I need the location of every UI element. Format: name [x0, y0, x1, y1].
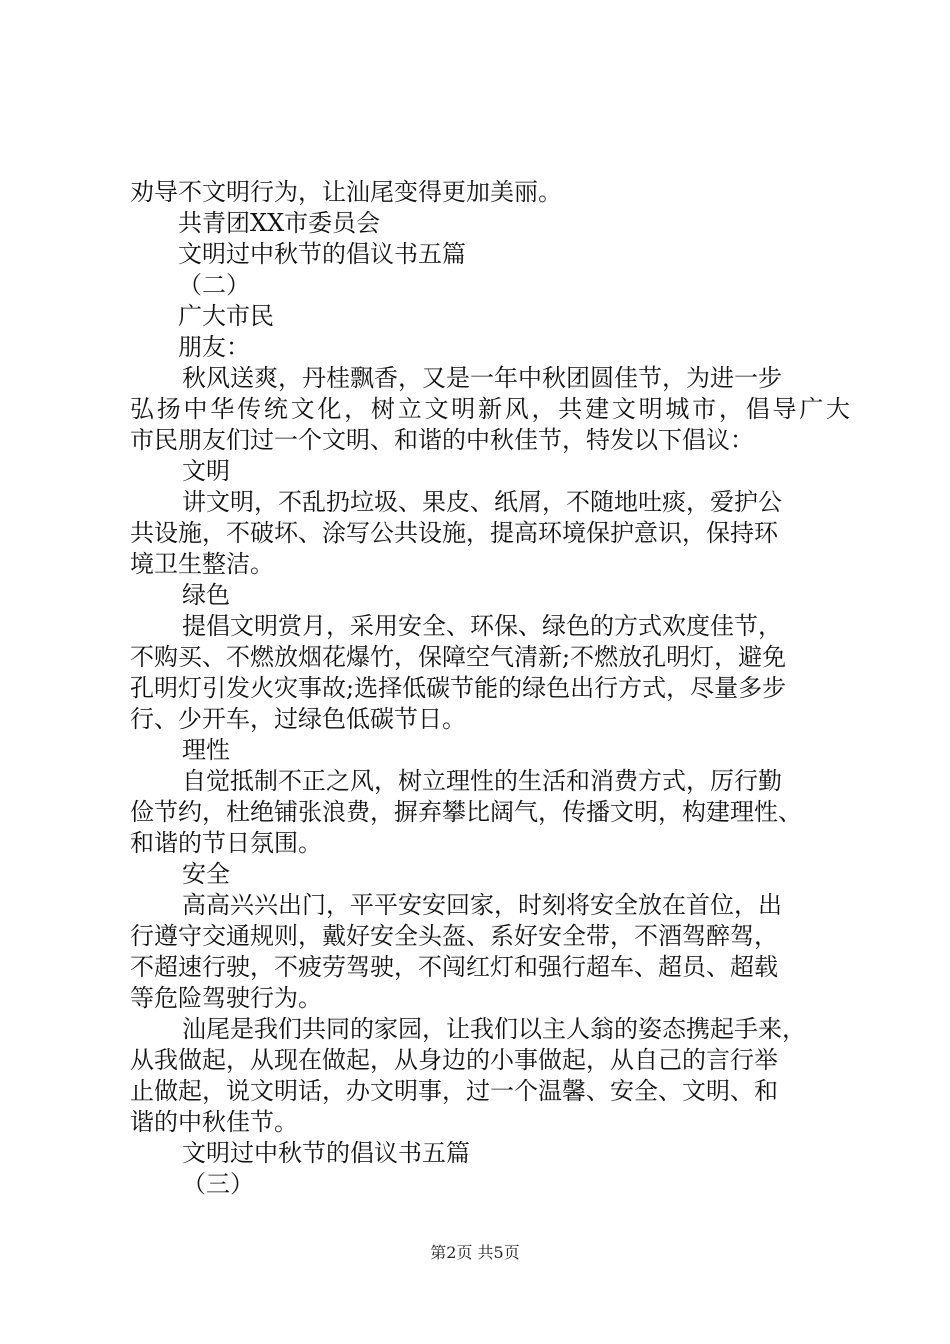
paragraph-line: 行、少开车，过绿色低碳节日。 — [130, 705, 466, 733]
paragraph-line: 行遵守交通规则，戴好安全头盔、系好安全带，不酒驾醉驾， — [130, 922, 778, 950]
paragraph-line: 止做起，说文明话，办文明事，过一个温馨、安全、文明、和 — [130, 1077, 778, 1105]
paragraph-line: 提倡文明赏月，采用安全、环保、绿色的方式欢度佳节， — [182, 612, 782, 640]
subheading: 安全 — [182, 860, 230, 888]
paragraph-line: 汕尾是我们共同的家园，让我们以主人翁的姿态携起手来， — [182, 1015, 806, 1043]
text-line: 劝导不文明行为，让汕尾变得更加美丽。 — [130, 178, 562, 206]
paragraph-line: 讲文明，不乱扔垃圾、果皮、纸屑，不随地吐痰，爱护公 — [182, 488, 782, 516]
paragraph-line: 境卫生整洁。 — [130, 550, 274, 578]
paragraph-line: 不超速行驶，不疲劳驾驶，不闯红灯和强行超车、超员、超载 — [130, 953, 778, 981]
paragraph-line: 弘扬中华传统文化，树立文明新风，共建文明城市，倡导广大 — [130, 395, 850, 423]
section-number: （二） — [178, 271, 250, 299]
paragraph-line: 秋风送爽，丹桂飘香，又是一年中秋团圆佳节，为进一步 — [182, 364, 782, 392]
paragraph-line: 市民朋友们过一个文明、和谐的中秋佳节，特发以下倡议： — [130, 426, 754, 454]
paragraph-line: 和谐的节日氛围。 — [130, 829, 322, 857]
paragraph-line: 共设施，不破坏、涂写公共设施，提高环境保护意识，保持环 — [130, 519, 778, 547]
paragraph-line: 从我做起，从现在做起，从身边的小事做起，从自己的言行举 — [130, 1046, 778, 1074]
salutation-line: 广大市民 — [178, 302, 274, 330]
page-footer: 第2页 共5页 — [430, 1243, 520, 1262]
paragraph-line: 高高兴兴出门，平平安安回家，时刻将安全放在首位，出 — [182, 891, 782, 919]
subheading: 绿色 — [182, 581, 230, 609]
section-number: （三） — [182, 1170, 254, 1198]
paragraph-line: 等危险驾驶行为。 — [130, 984, 322, 1012]
paragraph-line: 谐的中秋佳节。 — [130, 1108, 298, 1136]
subheading: 文明 — [182, 457, 230, 485]
section-title: 文明过中秋节的倡议书五篇 — [178, 240, 466, 268]
paragraph-line: 不购买、不燃放烟花爆竹，保障空气清新;不燃放孔明灯，避免 — [130, 643, 787, 671]
signature-line: 共青团XX市委员会 — [178, 209, 381, 237]
subheading: 理性 — [182, 736, 230, 764]
salutation-line: 朋友： — [178, 333, 250, 361]
paragraph-line: 俭节约，杜绝铺张浪费，摒弃攀比阔气，传播文明，构建理性、 — [130, 798, 802, 826]
section-title: 文明过中秋节的倡议书五篇 — [182, 1139, 470, 1167]
paragraph-line: 自觉抵制不正之风，树立理性的生活和消费方式，厉行勤 — [182, 767, 782, 795]
paragraph-line: 孔明灯引发火灾事故;选择低碳节能的绿色出行方式，尽量多步 — [130, 674, 787, 702]
